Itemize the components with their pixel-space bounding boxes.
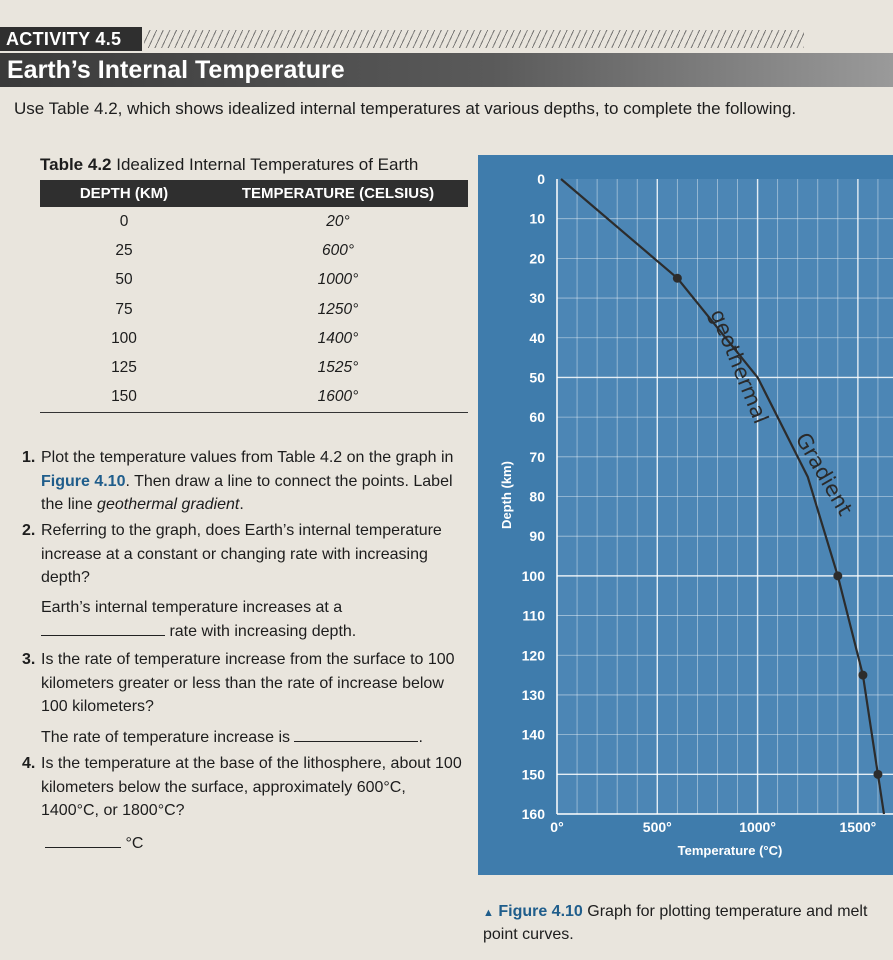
question-number: 3. [22,651,36,668]
data-point [833,571,842,580]
depth-cell: 25 [115,241,133,259]
question-4 [22,752,462,855]
y-tick-label: 100 [521,567,545,584]
table-row [40,353,468,382]
table-row [40,236,468,265]
table-caption-text: Idealized Internal Temperatures of Earth [116,155,419,174]
temperature-cell: 1400° [317,329,359,347]
question-2-answer-line-b-row [22,619,472,644]
y-tick-label: 40 [529,329,545,346]
question-1 [22,446,462,517]
y-tick-label: 120 [521,647,545,664]
depth-cell: 0 [119,212,129,230]
y-tick-label: 150 [521,766,545,783]
x-tick-label: 1000° [739,819,776,835]
x-axis-label: Temperature (°C) [677,843,783,858]
intro-text: Use Table 4.2, which shows idealized internal temperatures at various depths, to complete the following. [14,99,797,118]
header-temperature: TEMPERATURE (CELSIUS) [208,180,468,207]
y-axis-label: Depth (km) [499,461,514,529]
data-point [858,671,867,680]
x-tick-label: 1500° [839,819,877,835]
data-point [873,770,882,779]
question-2-answer-line-a: Earth’s internal temperature increases at a [41,598,343,616]
table-caption [40,155,418,175]
question-1-part-2: . Then draw a line to connect the points. Label the line [41,472,453,513]
question-1-part-1: Plot the temperature values from Table 4.2 on the graph in [41,449,454,466]
question-2 [22,519,472,644]
y-tick-label: 130 [521,686,545,703]
answer-blank[interactable] [45,831,121,848]
answer-blank[interactable] [41,619,165,636]
temperature-cell: 600° [321,241,355,259]
x-tick-label: 500° [642,819,672,835]
question-text: Referring to the graph, does Earth’s internal temperature increase at a constant or changing rate with increasing depth? [41,522,442,586]
handwritten-label-geothermal: geothermal [705,305,773,428]
question-number: 2. [22,522,36,539]
question-3-answer-text: The rate of temperature increase is [41,728,291,746]
depth-cell: 100 [111,329,137,347]
y-tick-label: 60 [529,409,545,426]
figure-reference-link: Figure 4.10 [41,472,126,490]
x-tick-label: 0° [550,819,564,835]
question-4-unit: °C [125,834,144,852]
y-tick-label: 160 [521,806,545,822]
question-text: Is the rate of temperature increase from the surface to 100 kilometers greater or less than the rate of increase below 100 kilometers? [41,651,455,715]
y-tick-label: 90 [529,528,545,545]
question-3-answer-row: The rate of temperature increase is . [22,725,462,750]
question-number: 4. [22,755,36,772]
y-tick-label: 50 [529,369,545,386]
question-1-part-3: . [239,496,244,513]
y-tick-label: 80 [529,488,545,505]
activity-label: ACTIVITY 4.5 [0,27,142,51]
y-tick-label: 0 [537,171,545,187]
table-row [40,383,468,413]
temperature-cell: 1000° [317,271,359,289]
temperature-cell: 20° [326,212,350,230]
temperature-table [40,180,468,413]
page-title: Earth’s Internal Temperature [0,53,893,87]
question-text: Is the temperature at the base of the lithosphere, about 100 kilometers below the surface, approximately 600°C, 1400°C, or 1800°C? [41,755,462,819]
table-caption-number: Table 4.2 [40,155,112,174]
question-3 [22,648,462,749]
depth-cell: 150 [40,383,208,413]
handwritten-label-gradient: Gradient [790,428,858,520]
question-2-answer-line-b: rate with increasing depth. [169,623,357,640]
y-tick-label: 70 [529,448,545,465]
temperature-cell: 1525° [317,359,359,377]
figure-caption-ref: Figure 4.10 [498,903,583,920]
y-tick-label: 140 [521,726,545,743]
table-row [40,324,468,353]
table-row [40,295,468,324]
y-tick-label: 10 [529,210,545,227]
question-number: 1. [22,449,36,466]
temperature-cell: 1600° [208,383,468,413]
depth-cell: 125 [111,359,137,377]
y-tick-label: 20 [529,250,545,267]
header-hatch-decoration [144,30,804,48]
table-row [40,207,468,236]
answer-blank[interactable] [294,725,418,742]
y-tick-label: 110 [522,607,545,624]
temperature-cell: 1250° [317,300,359,318]
question-text [41,446,462,517]
caption-triangle-icon: ▲ [483,907,494,919]
table-row [40,266,468,295]
question-4-answer-row [22,831,462,856]
table-header-row [40,180,468,207]
data-point [673,274,682,283]
figure-caption [483,901,893,945]
y-tick-label: 30 [529,290,545,307]
depth-cell: 75 [115,300,133,318]
header-depth: DEPTH (KM) [40,180,208,207]
figure-caption-text: Graph for plotting temperature and melt point curves. [483,903,868,943]
geothermal-graph [478,155,893,875]
depth-cell: 50 [115,271,133,289]
question-1-italic: geothermal gradient [97,496,240,513]
